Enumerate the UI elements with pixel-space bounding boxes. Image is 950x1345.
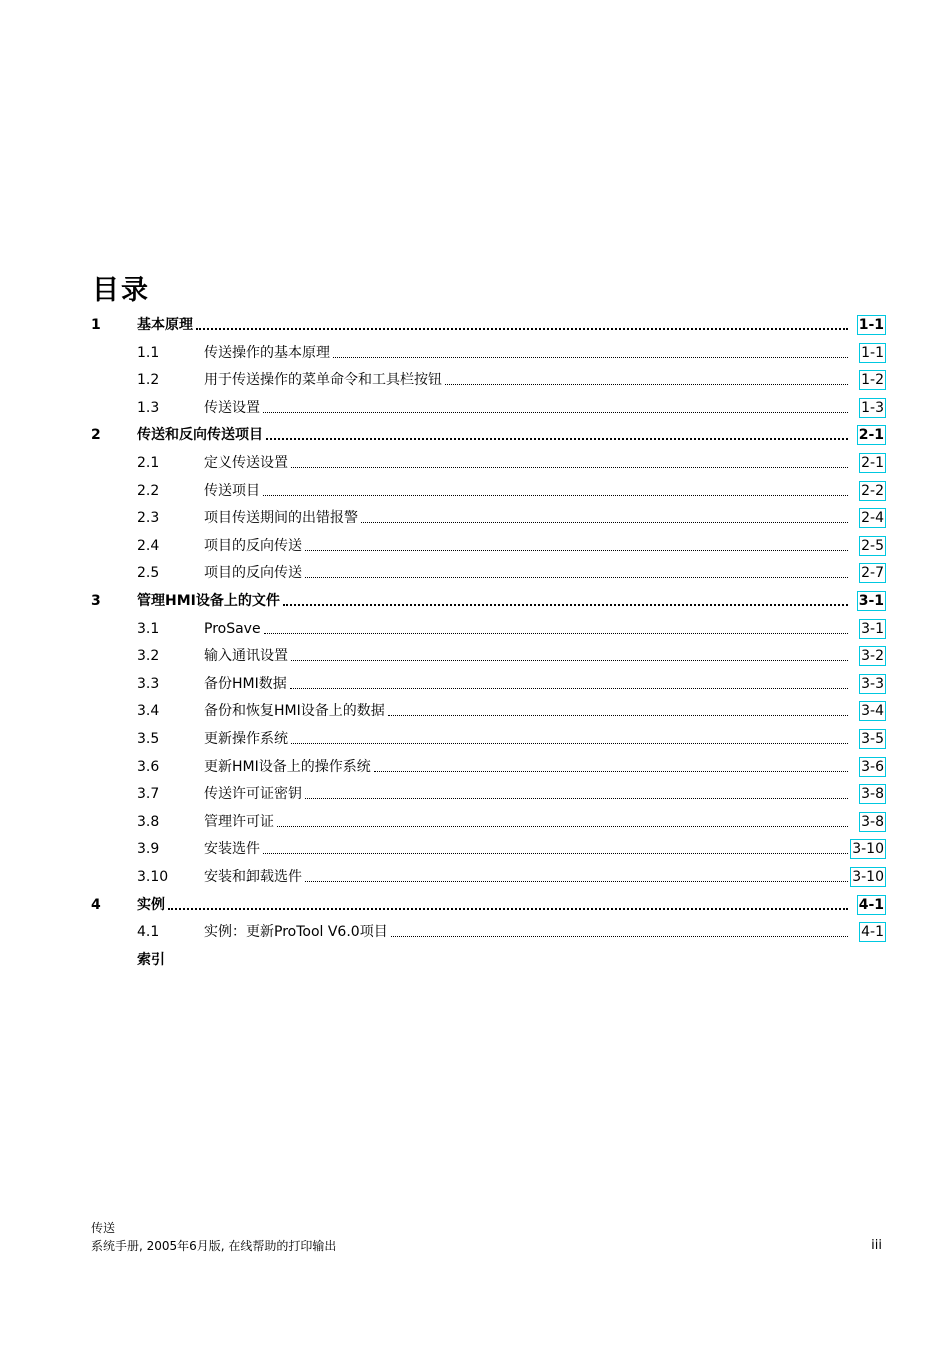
toc-chapter-row[interactable] — [0, 314, 950, 336]
dot-leader — [374, 771, 848, 772]
toc-chapter-row[interactable] — [0, 949, 950, 971]
toc-entry — [137, 949, 165, 971]
dot-leader — [305, 577, 848, 578]
toc-entry — [137, 590, 850, 612]
footer-document-title: 传送 — [91, 1221, 116, 1235]
toc-entry — [137, 424, 850, 446]
toc-entry-number: 3.1 — [137, 621, 160, 637]
toc-entry-title[interactable]: 传送项目 — [204, 483, 260, 499]
toc-section-row[interactable] — [0, 673, 950, 695]
toc-entry-title[interactable]: 传送设置 — [204, 400, 260, 416]
toc-section-row[interactable] — [0, 700, 950, 722]
toc-entry-title[interactable]: 传送操作的基本原理 — [204, 345, 330, 361]
dot-leader — [263, 853, 848, 854]
toc-section-row[interactable] — [0, 369, 950, 391]
toc-entry-title[interactable]: 索引 — [137, 952, 165, 968]
toc-chapter-row[interactable] — [0, 424, 950, 446]
toc-page-link[interactable]: 3-5 — [861, 731, 884, 747]
toc-entry-title[interactable]: 项目的反向传送 — [204, 538, 302, 554]
dot-leader — [266, 438, 848, 440]
toc-entry — [204, 618, 850, 640]
toc-entry-title[interactable]: 管理HMI设备上的文件 — [137, 593, 280, 609]
toc-entry-number: 1 — [91, 317, 101, 333]
toc-page-link[interactable]: 4-1 — [861, 924, 884, 940]
toc-section-row[interactable] — [0, 783, 950, 805]
toc-entry-number: 3.7 — [137, 786, 160, 802]
toc-page-link[interactable]: 1-2 — [861, 372, 884, 388]
toc-entry — [204, 369, 850, 391]
dot-leader — [291, 660, 848, 661]
toc-entry — [204, 811, 850, 833]
toc-entry-title[interactable]: 管理许可证 — [204, 814, 274, 830]
page-number: iii — [871, 1238, 882, 1253]
toc-entry-title[interactable]: 项目传送期间的出错报警 — [204, 510, 358, 526]
toc-section-row[interactable] — [0, 866, 950, 888]
dot-leader — [333, 357, 848, 358]
toc-page-link[interactable]: 2-1 — [861, 455, 884, 471]
toc-entry-title[interactable]: 安装选件 — [204, 841, 260, 857]
toc-entry-title[interactable]: 用于传送操作的菜单命令和工具栏按钮 — [204, 372, 442, 388]
dot-leader — [168, 908, 848, 910]
toc-page-link[interactable]: 2-2 — [861, 483, 884, 499]
toc-entry-number: 3.2 — [137, 648, 160, 664]
toc-page-link[interactable]: 1-3 — [861, 400, 884, 416]
dot-leader — [283, 604, 848, 606]
toc-page-link[interactable]: 3-4 — [861, 703, 884, 719]
toc-entry-number: 2.5 — [137, 565, 160, 581]
toc-entry — [137, 894, 850, 916]
toc-entry-number: 3.6 — [137, 759, 160, 775]
dot-leader — [291, 467, 848, 468]
toc-entry-number: 2.3 — [137, 510, 160, 526]
dot-leader — [305, 550, 848, 551]
dot-leader — [361, 522, 848, 523]
toc-entry-title[interactable]: 输入通讯设置 — [204, 648, 288, 664]
dot-leader — [445, 384, 848, 385]
toc-entry-title[interactable]: 备份HMI数据 — [204, 676, 287, 692]
toc-entry-title[interactable]: 更新HMI设备上的操作系统 — [204, 759, 371, 775]
page-title: 目录 — [92, 275, 150, 306]
toc-entry-title[interactable]: 基本原理 — [137, 317, 193, 333]
toc-page-link[interactable]: 2-5 — [861, 538, 884, 554]
toc-section-row[interactable] — [0, 618, 950, 640]
toc-section-row[interactable] — [0, 756, 950, 778]
toc-entry-number: 2.2 — [137, 483, 160, 499]
toc-section-row[interactable] — [0, 562, 950, 584]
toc-page-link[interactable]: 3-3 — [861, 676, 884, 692]
toc-page-link[interactable]: 3-10 — [852, 841, 884, 857]
toc-entry-number: 2.4 — [137, 538, 160, 554]
toc-page-link[interactable]: 3-1 — [861, 621, 884, 637]
toc-page-link[interactable]: 3-1 — [858, 593, 884, 609]
toc-entry — [204, 480, 850, 502]
toc-entry-number: 3.10 — [137, 869, 169, 885]
toc-entry-title[interactable]: 安装和卸载选件 — [204, 869, 302, 885]
toc-page-link[interactable]: 2-7 — [861, 565, 884, 581]
dot-leader — [264, 633, 848, 634]
toc-section-row[interactable] — [0, 645, 950, 667]
toc-page-link[interactable]: 1-1 — [858, 317, 884, 333]
toc-entry — [204, 397, 850, 419]
toc-entry-number: 1.3 — [137, 400, 160, 416]
toc-section-row[interactable] — [0, 535, 950, 557]
toc-entry-number: 3.8 — [137, 814, 160, 830]
dot-leader — [305, 798, 848, 799]
toc-page-link[interactable]: 2-4 — [861, 510, 884, 526]
footer-edition: 系统手册, 2005年6月版, 在线帮助的打印输出 — [91, 1239, 337, 1253]
toc-entry — [204, 342, 850, 364]
toc-entry-number: 1.1 — [137, 345, 160, 361]
toc-section-row[interactable] — [0, 838, 950, 860]
toc-page-link[interactable]: 3-6 — [861, 759, 884, 775]
toc-page-link[interactable]: 3-10 — [852, 869, 884, 885]
dot-leader — [263, 495, 848, 496]
dot-leader — [196, 328, 848, 330]
toc-entry-number: 1.2 — [137, 372, 160, 388]
toc-entry-title[interactable]: 传送许可证密钥 — [204, 786, 302, 802]
toc-page-link[interactable]: 2-1 — [858, 427, 884, 443]
toc-section-row[interactable] — [0, 342, 950, 364]
toc-entry-number: 2.1 — [137, 455, 160, 471]
toc-entry — [204, 645, 850, 667]
toc-entry-title[interactable]: ProSave — [204, 621, 261, 637]
toc-entry — [204, 673, 850, 695]
toc-entry — [204, 700, 850, 722]
toc-entry — [204, 838, 850, 860]
toc-page-link[interactable]: 3-8 — [861, 814, 884, 830]
toc-entry-number: 4.1 — [137, 924, 160, 940]
toc-entry-title[interactable]: 传送和反向传送项目 — [137, 427, 263, 443]
toc-entry — [204, 728, 850, 750]
toc-entry-title[interactable]: 实例 — [137, 897, 165, 913]
toc-entry — [204, 783, 850, 805]
toc-entry-title[interactable]: 实例：更新ProTool V6.0项目 — [204, 924, 388, 940]
toc-chapter-row[interactable] — [0, 894, 950, 916]
toc-entry-title[interactable]: 备份和恢复HMI设备上的数据 — [204, 703, 385, 719]
dot-leader — [305, 881, 848, 882]
toc-entry — [204, 921, 850, 943]
toc-entry-title[interactable]: 更新操作系统 — [204, 731, 288, 747]
toc-entry-number: 3.3 — [137, 676, 160, 692]
toc-page-link[interactable]: 1-1 — [861, 345, 884, 361]
toc-page-link[interactable]: 3-2 — [861, 648, 884, 664]
dot-leader — [388, 715, 848, 716]
dot-leader — [290, 688, 848, 689]
toc-section-row[interactable] — [0, 397, 950, 419]
toc-entry-number: 3.5 — [137, 731, 160, 747]
toc-entry — [204, 562, 850, 584]
toc-entry-number: 2 — [91, 427, 101, 443]
toc-entry-number: 4 — [91, 897, 101, 913]
toc-entry-number: 3 — [91, 593, 101, 609]
toc-entry — [204, 756, 850, 778]
toc-section-row[interactable] — [0, 507, 950, 529]
toc-section-row[interactable] — [0, 811, 950, 833]
dot-leader — [277, 826, 848, 827]
toc-page-link[interactable]: 3-8 — [861, 786, 884, 802]
toc-entry-title[interactable]: 项目的反向传送 — [204, 565, 302, 581]
toc-section-row[interactable] — [0, 728, 950, 750]
toc-entry-title[interactable]: 定义传送设置 — [204, 455, 288, 471]
toc-entry-number: 3.9 — [137, 841, 160, 857]
toc-entry — [204, 452, 850, 474]
toc-section-row[interactable] — [0, 480, 950, 502]
toc-section-row[interactable] — [0, 452, 950, 474]
dot-leader — [391, 936, 848, 937]
toc-entry-number: 3.4 — [137, 703, 160, 719]
toc-chapter-row[interactable] — [0, 590, 950, 612]
toc-entry — [137, 314, 850, 336]
toc-entry — [204, 535, 850, 557]
toc-page-link[interactable]: 4-1 — [858, 897, 884, 913]
toc-entry — [204, 866, 850, 888]
dot-leader — [291, 743, 848, 744]
dot-leader — [263, 412, 848, 413]
toc-section-row[interactable] — [0, 921, 950, 943]
toc-entry — [204, 507, 850, 529]
